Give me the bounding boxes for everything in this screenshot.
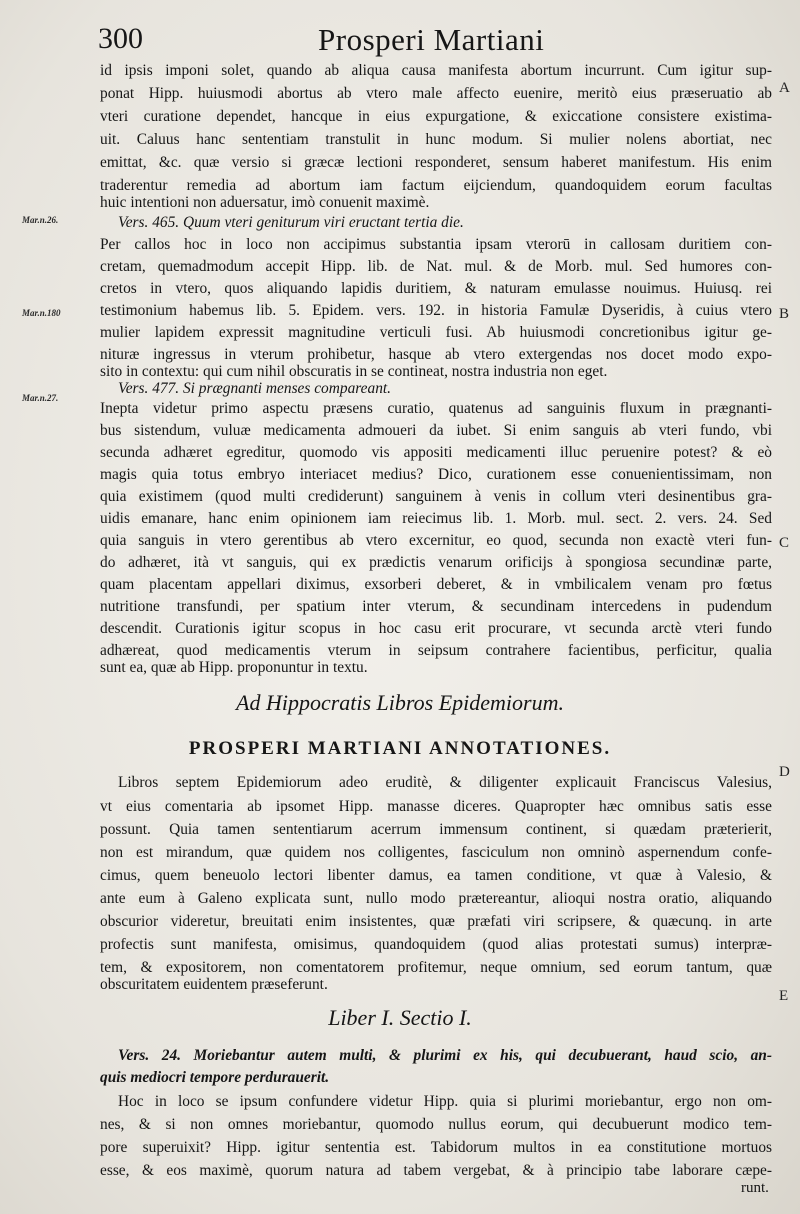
text-line: possunt. Quia tamen sententiarum acerrum immensum continent, si quædam præterierit, xyxy=(100,821,772,838)
text-line: descendit. Curationis igitur scopus in hoc casu erit procurare, vt secunda arctè vteri fundo xyxy=(100,620,772,637)
text-line: quam placentam appellari diximus, exsorberi deberet, & in vmbilicalem venam pro fœtus xyxy=(100,576,772,593)
text-line: secunda adhæret egreditur, quomodo vis appositi medicamenti illuc peruenire potest? & eò xyxy=(100,444,772,461)
text-line: ponat Hipp. huiusmodi abortus ab vtero male affecto euenire, meritò eius præseruatio ab xyxy=(100,85,772,102)
text-line: quia existimem (quod multi crediderunt) sanguinem à venis in collum vteri desinentibus gra- xyxy=(100,488,772,505)
text-line: pore superuixit? Hipp. igitur sententia est. Tabidorum multos in ea constitutione mortuos xyxy=(100,1139,772,1156)
text-line: uit. Caluus hanc sententiam transtulit in hunc modum. Si mulier nolens abortiat, nec xyxy=(100,131,772,148)
verse-lemma: quis mediocri tempore perdurauerit. xyxy=(100,1069,330,1086)
book-section-heading: Liber I. Sectio I. xyxy=(328,1005,472,1030)
margin-note: Mar.n.180 xyxy=(22,308,61,318)
text-line: obscurior videretur, breuitati enim insistentes, quæ præfati viri scripsere, & quæcunq. in arte xyxy=(100,913,772,930)
section-letter: C xyxy=(779,535,790,551)
page-number: 300 xyxy=(98,22,143,55)
section-letter: E xyxy=(779,988,789,1004)
section-title: PROSPERI MARTIANI ANNOTATIONES. xyxy=(188,738,612,759)
text-line: magis quia totus embryo interiacet medius? Dico, curationem esse conuenientissimam, non xyxy=(100,466,772,483)
verse-lemma: Vers. 465. Quum vteri geniturum viri eructant tertia die. xyxy=(118,214,464,231)
text-line: emittat, &c. quæ versio si græcæ lectioni responderet, sensum haberet manifestum. His enim xyxy=(100,154,772,171)
section-letter: B xyxy=(779,306,790,322)
text-line: profectis sunt manifesta, omisimus, quandoquidem (quod alias protestati sumus) interpræ- xyxy=(100,936,772,953)
page-header xyxy=(0,18,800,62)
text-line: bus sistendum, vuluæ medicamenta admoueri da iubet. Si enim sanguis ab vteri fundo, vbi xyxy=(100,422,772,439)
text-line: Libros septem Epidemiorum adeo eruditè, & diligenter explicauit Franciscus Valesius, xyxy=(118,774,772,791)
text-line: mulier lapidem expressit magnitudine verticuli fusi. Ab huiusmodi concretionibus igitur ge- xyxy=(100,324,772,341)
text-line: sito in contextu: qui cum nihil obscuratis in se contineat, nostra industria non eget. xyxy=(100,363,608,380)
text-line: Per callos hoc in loco non accipimus substantia ipsam vterorū in callosam duritiem con- xyxy=(100,236,772,253)
text-line: non est mirandum, quæ quidem nos colligentes, fasciculum non omninò aspernendum confe- xyxy=(100,844,772,861)
text-line: id ipsis imponi solet, quando ab aliqua causa manifesta abortum incurrunt. Cum igitur sup- xyxy=(100,62,772,79)
text-line: obscuritatem euidentem præseferunt. xyxy=(100,976,328,993)
verse-lemma: Vers. 477. Si prægnanti menses compareant. xyxy=(118,380,392,397)
text-line: tem, & expositorem, non comentatorem profitemur, neque omnium, sed eorum tantum, quæ xyxy=(100,959,772,976)
text-line: nes, & si non omnes moriebantur, quomodo nullus eorum, qui decubuerunt modico tem- xyxy=(100,1116,772,1133)
catchword: runt. xyxy=(741,1180,769,1196)
text-line: Hoc in loco se ipsum confundere videtur Hipp. quia si plurimi moriebantur, ergo non om- xyxy=(118,1093,772,1110)
text-line: do adhæret, ità vt sanguis, qui ex prædictis venarum orificijs à spongiosa secundinæ parte, xyxy=(100,554,772,571)
margin-note: Mar.n.26. xyxy=(22,215,59,225)
text-line: uidis emanare, hanc enim opinionem iam reiecimus lib. 1. Morb. mul. sect. 2. vers. 24. Sed xyxy=(100,510,772,527)
section-heading: Ad Hippocratis Libros Epidemiorum. xyxy=(236,690,564,715)
text-line: vteri curatione dependet, hancque in eius expurgatione, & exiccatione consistere existima- xyxy=(100,108,772,125)
verse-lemma: Vers. 24. Moriebantur autem multi, & plurimi ex his, qui decubuerant, haud scio, an- xyxy=(118,1047,772,1064)
text-line: nituræ ingressus in vterum prohibetur, hasque ab vtero extergendas nos docet modo expo- xyxy=(100,346,772,363)
text-line: quia sanguis in vtero gerentibus ab vtero excernitur, eo quod, secunda non exactè vteri fun- xyxy=(100,532,772,549)
section-letter: A xyxy=(779,80,790,96)
text-line: cimus, quem beneuolo lectori libenter damus, ea tamen conditione, vt quæ à Valesio, & xyxy=(100,867,772,884)
text-line: sunt ea, quæ ab Hipp. proponuntur in textu. xyxy=(100,659,368,676)
text-line: testimonium habemus lib. 5. Epidem. vers. 192. in historia Famulæ Dyseridis, à cuius vtero xyxy=(100,302,772,319)
text-line: huic intentioni non aduersatur, imò conuenit maximè. xyxy=(100,194,430,211)
text-line: esse, & eos maximè, quorum natura ad tabem vergebat, & à principio tabe laborare cæpe- xyxy=(100,1162,772,1179)
text-line: traderentur remedia ad abortum iam factum eijciendum, quandoquidem eorum facultas xyxy=(100,177,772,194)
text-line: vt eius comentaria ab ipsomet Hipp. manasse diceres. Quapropter hæc omnibus satis esse xyxy=(100,798,772,815)
margin-note: Mar.n.27. xyxy=(22,393,59,403)
text-line: nutritione transfundi, per spatium inter vterum, & secundinam intercedens in pudendum xyxy=(100,598,772,615)
running-head: Prosperi Martiani xyxy=(318,22,545,57)
text-line: cretam, quemadmodum accepit Hipp. lib. de Nat. mul. & de Morb. mul. Sed humores con- xyxy=(100,258,772,275)
text-line: cretos in vtero, quos aliquando lapidis duritiem, & naturam emulasse nouimus. Huiusq. rei xyxy=(100,280,772,297)
section-letter: D xyxy=(779,764,790,780)
text-line: ante eum à Galeno explicata sunt, nullo modo prætereantur, alioqui nostra oratio, aliquando xyxy=(100,890,772,907)
text-line: adhæreat, quod medicamentis vterum in seipsum contrahere facientibus, perficitur, qualia xyxy=(100,642,772,659)
text-line: Inepta videtur primo aspectu præsens curatio, quatenus ad sanguinis fluxum in prægnanti- xyxy=(100,400,772,417)
